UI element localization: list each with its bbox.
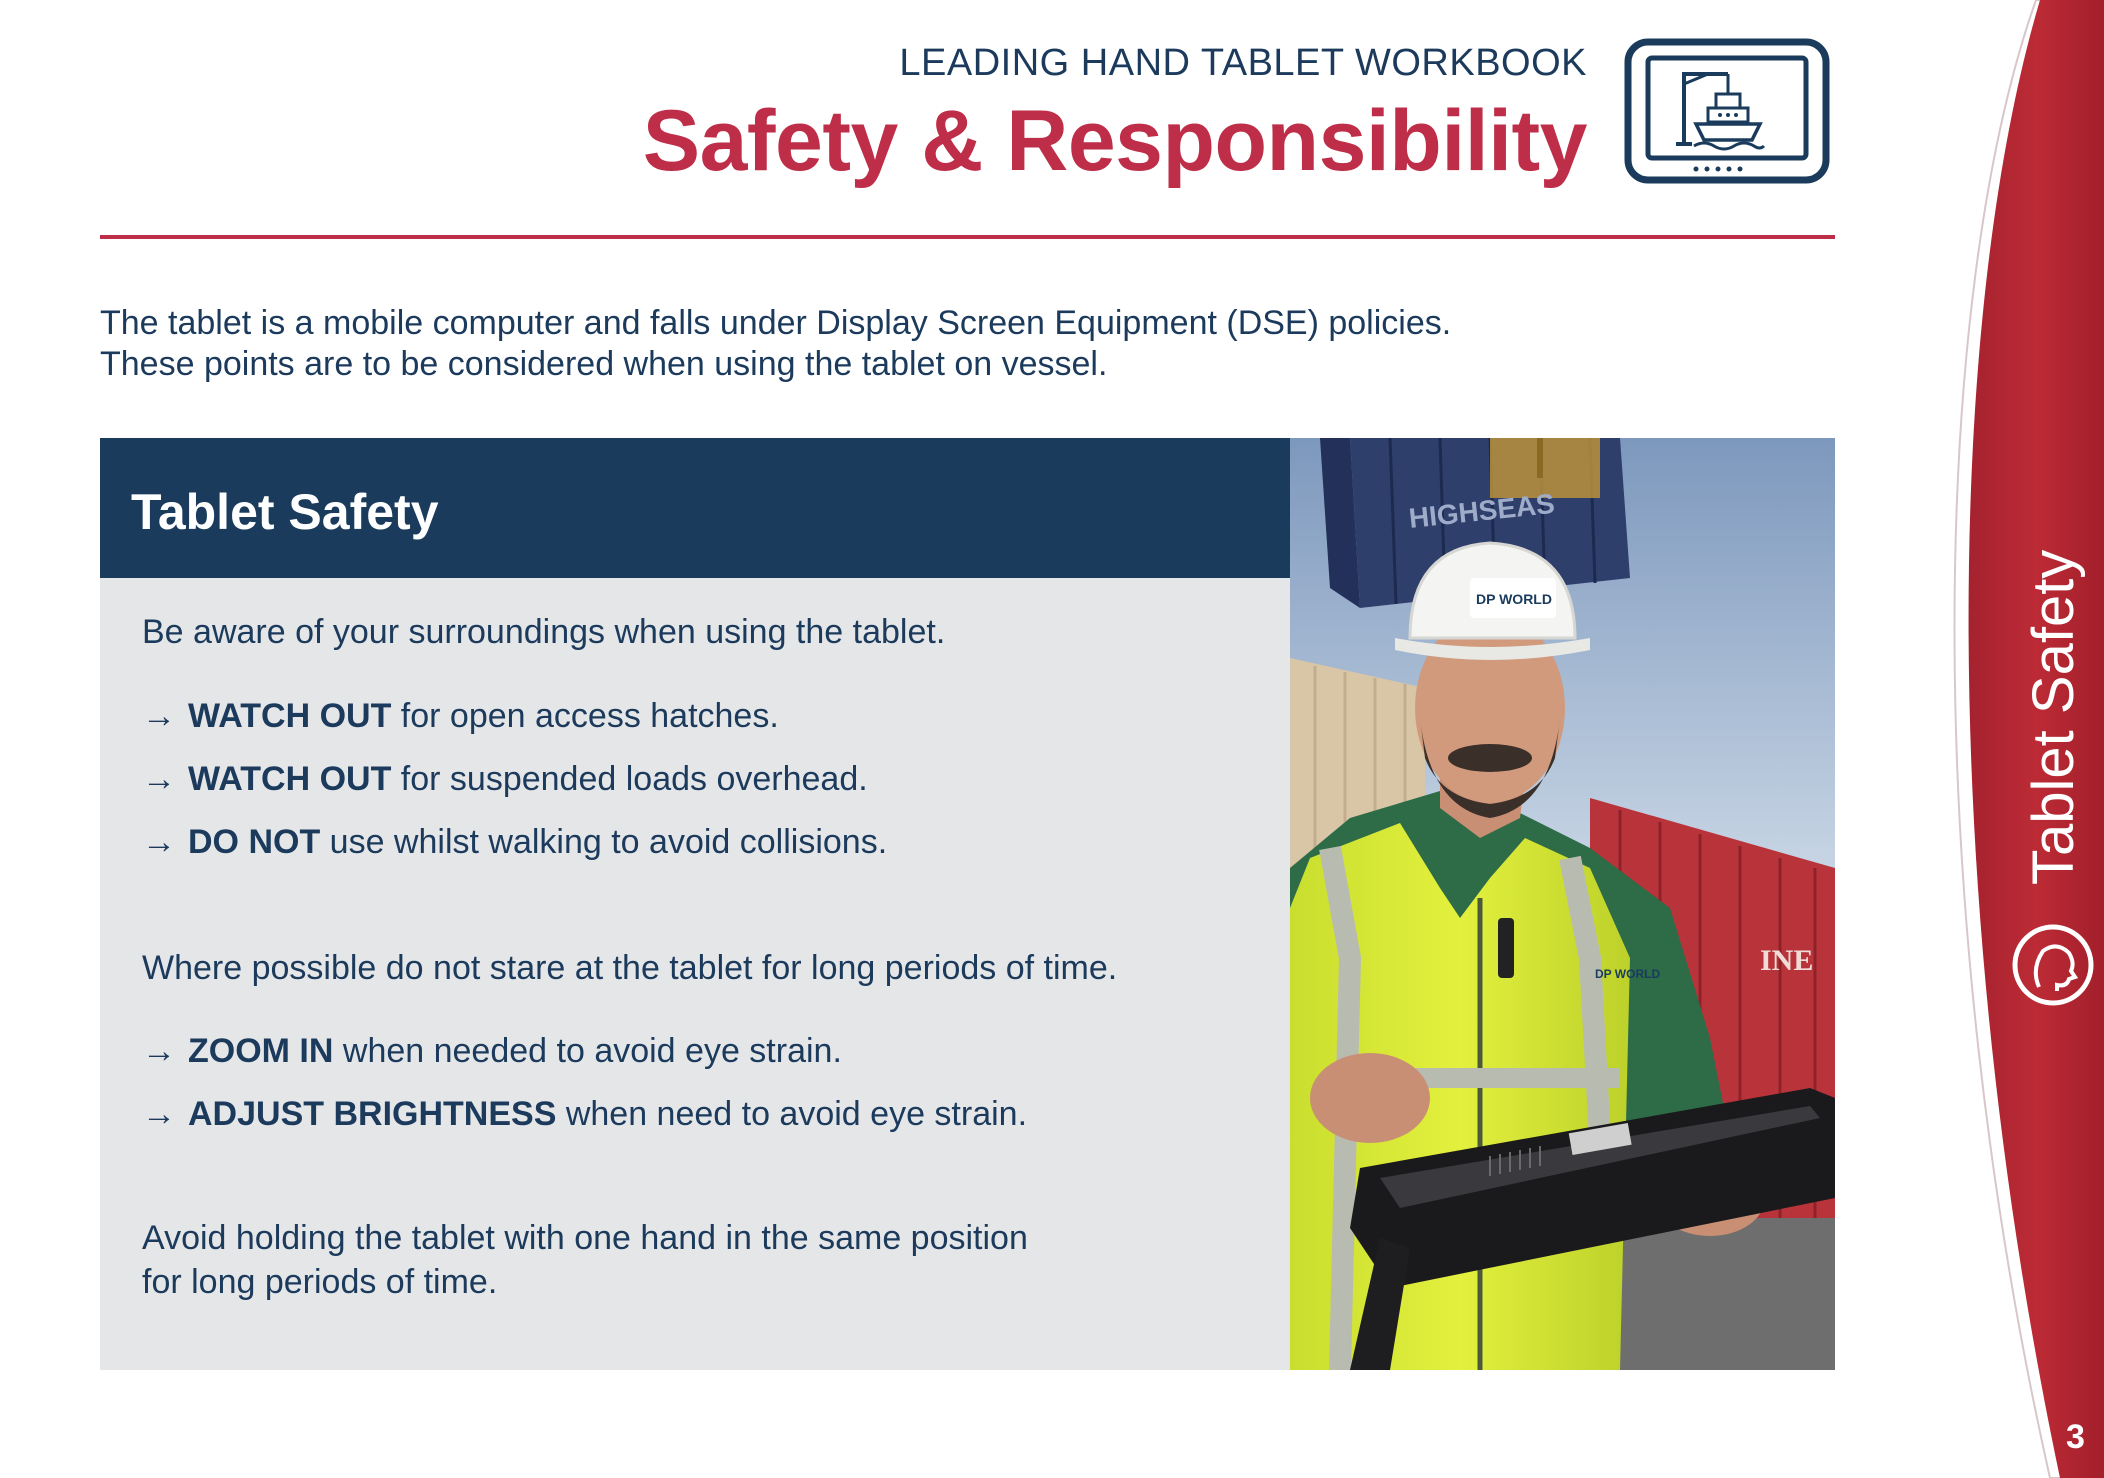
- list-item: [142, 1092, 1027, 1136]
- shipping-line-text: INE: [1760, 944, 1814, 977]
- bullet-keyword: WATCH OUT: [188, 760, 392, 798]
- list-item: [142, 694, 779, 738]
- stare-text: Where possible do not stare at the tablet for long periods of time.: [142, 949, 1118, 987]
- bullet-text: for suspended loads overhead.: [391, 760, 868, 798]
- tablet-safety-panel: [100, 438, 1290, 1370]
- arrow-right-icon: →: [142, 760, 176, 798]
- arrow-right-icon: →: [142, 823, 176, 861]
- hold-text-line-1: Avoid holding the tablet with one hand in the same position: [142, 1219, 1028, 1257]
- list-item: [142, 757, 868, 801]
- intro-text: [100, 303, 1740, 385]
- list-item: [142, 1029, 842, 1073]
- container-brand-text: HIGHSEAS: [1407, 487, 1557, 534]
- side-tab: [2005, 455, 2104, 1015]
- header-divider: [100, 235, 1835, 239]
- arrow-right-icon: →: [142, 1095, 176, 1133]
- worker-photo: [1290, 438, 1835, 1370]
- hold-text-line-2: for long periods of time.: [142, 1263, 498, 1301]
- side-tab-label: Tablet Safety: [2021, 549, 2086, 885]
- head-profile-icon: [2015, 927, 2091, 1003]
- vest-brand-text: DP WORLD: [1595, 967, 1661, 981]
- panel-header: [100, 438, 1290, 578]
- helmet-brand-text: DP WORLD: [1476, 591, 1552, 607]
- panel-title: Tablet Safety: [131, 484, 439, 540]
- bullet-keyword: ADJUST BRIGHTNESS: [188, 1095, 557, 1133]
- bullet-text: for open access hatches.: [391, 697, 779, 735]
- list-item: [142, 820, 887, 864]
- workbook-subtitle: LEADING HAND TABLET WORKBOOK: [899, 42, 1587, 84]
- bullet-keyword: ZOOM IN: [188, 1032, 334, 1070]
- page-title: Safety & Responsibility: [642, 93, 1587, 189]
- page-number: 3: [2066, 1418, 2085, 1456]
- tablet-ship-icon: [1624, 36, 1830, 186]
- bullet-text: when needed to avoid eye strain.: [333, 1032, 842, 1070]
- arrow-right-icon: →: [142, 697, 176, 735]
- intro-line-1: The tablet is a mobile computer and falls under Display Screen Equipment (DSE) policies.: [100, 304, 1452, 342]
- bullet-text: use whilst walking to avoid collisions.: [320, 823, 888, 861]
- intro-line-2: These points are to be considered when using the tablet on vessel.: [100, 345, 1108, 383]
- aware-text: Be aware of your surroundings when using the tablet.: [142, 613, 946, 651]
- arrow-right-icon: →: [142, 1032, 176, 1070]
- bullet-text: when need to avoid eye strain.: [556, 1095, 1028, 1133]
- bullet-keyword: WATCH OUT: [188, 697, 392, 735]
- bullet-keyword: DO NOT: [188, 823, 321, 861]
